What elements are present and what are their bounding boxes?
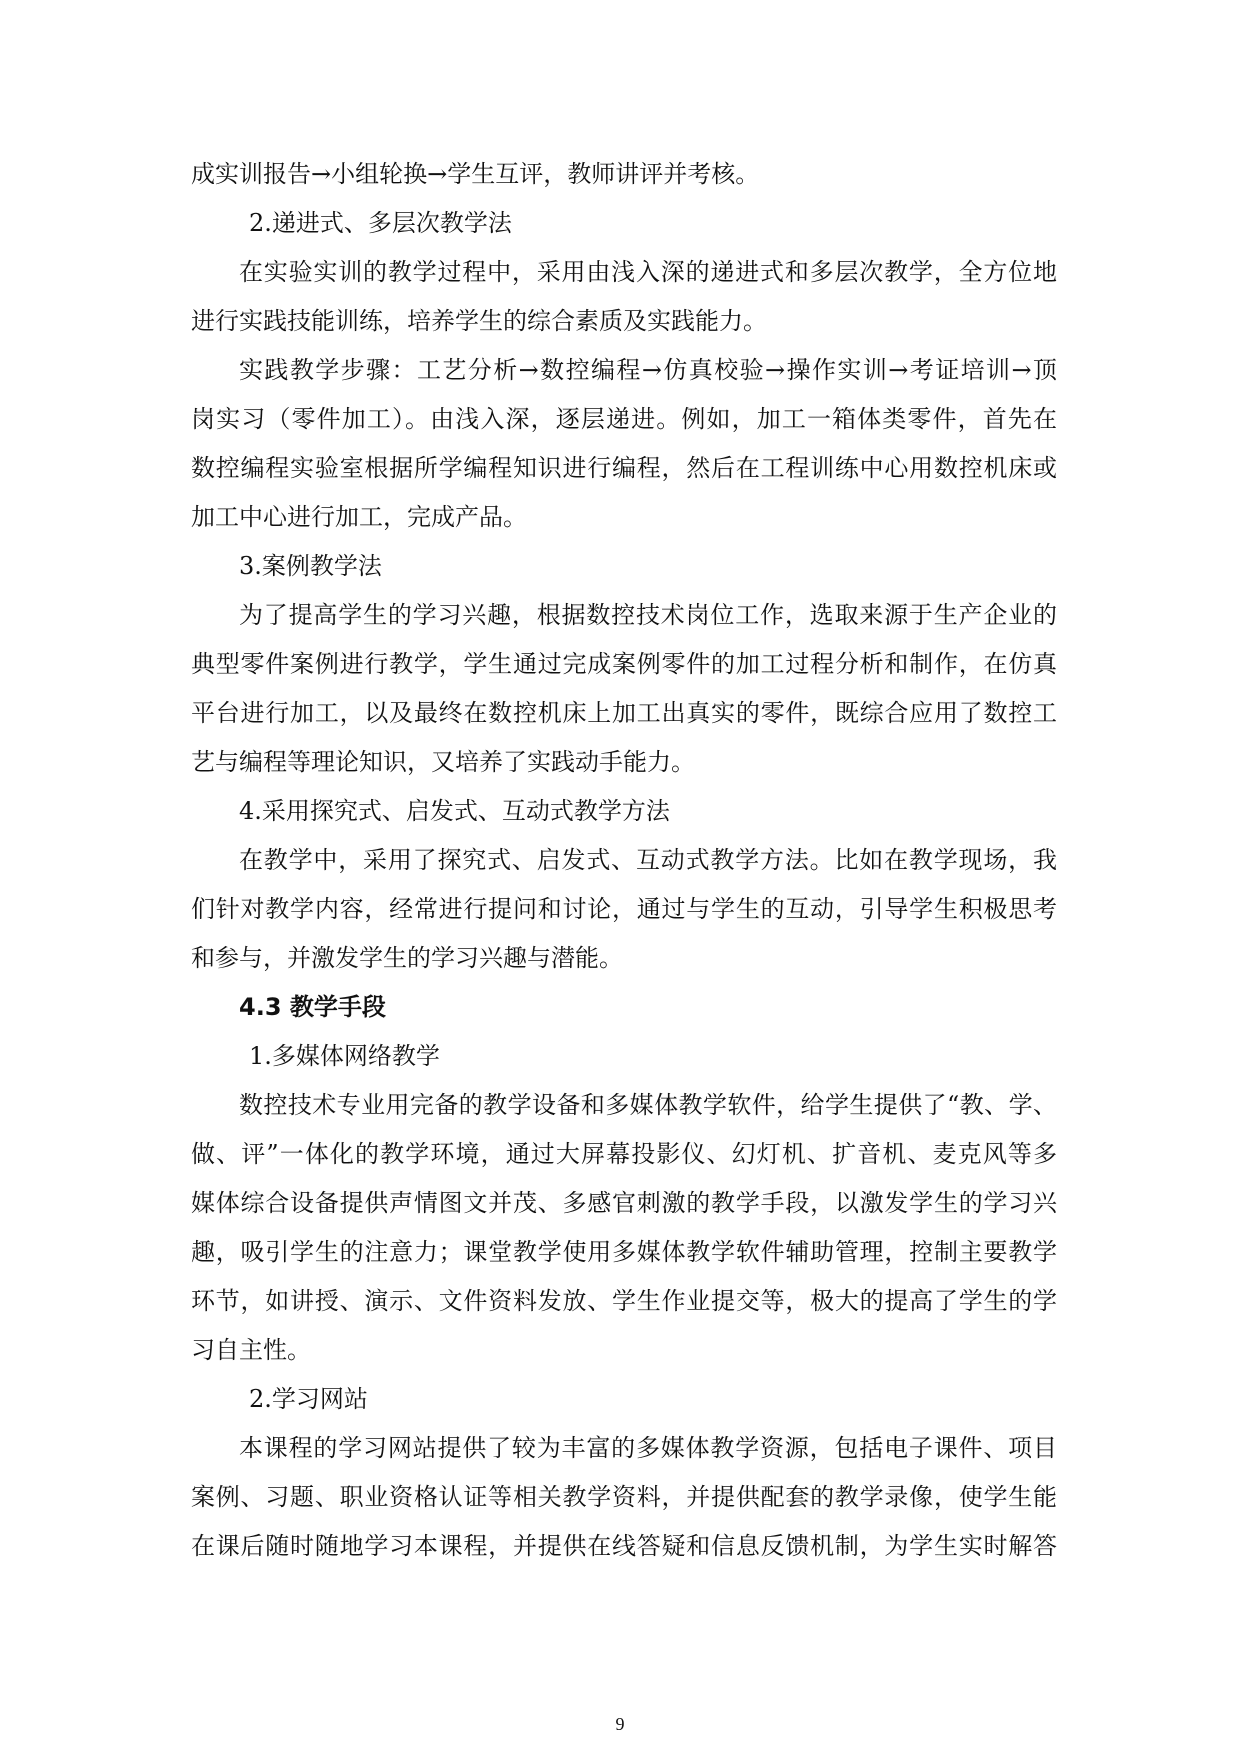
paragraph-line: 数控编程实验室根据所学编程知识进行编程，然后在工程训练中心用数控机床或 — [191, 454, 1057, 482]
paragraph-line: 习自主性。 — [191, 1336, 311, 1364]
paragraph-line: 们针对教学内容，经常进行提问和讨论，通过与学生的互动，引导学生积极思考 — [191, 895, 1057, 923]
paragraph-line: 案例、习题、职业资格认证等相关教学资料，并提供配套的教学录像，使学生能 — [191, 1483, 1057, 1511]
page-body — [191, 150, 1057, 1571]
paragraph-line: 在课后随时随地学习本课程，并提供在线答疑和信息反馈机制，为学生实时解答 — [191, 1532, 1057, 1560]
paragraph-line: 典型零件案例进行教学，学生通过完成案例零件的加工过程分析和制作，在仿真 — [191, 650, 1057, 678]
paragraph-line: 趣，吸引学生的注意力；课堂教学使用多媒体教学软件辅助管理，控制主要教学 — [191, 1238, 1057, 1266]
paragraph — [191, 346, 1057, 542]
paragraph — [191, 1081, 1057, 1375]
paragraph-line: 平台进行加工，以及最终在数控机床上加工出真实的零件，既综合应用了数控工 — [191, 699, 1057, 727]
paragraph-line: 本课程的学习网站提供了较为丰富的多媒体教学资源，包括电子课件、项目 — [239, 1434, 1057, 1462]
paragraph-line: 成实训报告→小组轮换→学生互评，教师讲评并考核。 — [191, 160, 760, 188]
subheading-multimedia: 1.多媒体网络教学 — [249, 1042, 440, 1070]
paragraph-line: 为了提高学生的学习兴趣，根据数控技术岗位工作，选取来源于生产企业的 — [239, 601, 1057, 629]
paragraph-line: 媒体综合设备提供声情图文并茂、多感官刺激的教学手段，以激发学生的学习兴 — [191, 1189, 1057, 1217]
subheading-learning-website: 2.学习网站 — [249, 1385, 368, 1413]
paragraph-line: 做、评”一体化的教学环境，通过大屏幕投影仪、幻灯机、扩音机、麦克风等多 — [191, 1140, 1057, 1168]
page-number: 9 — [615, 1714, 625, 1734]
paragraph-line: 艺与编程等理论知识，又培养了实践动手能力。 — [191, 748, 695, 776]
paragraph-line: 加工中心进行加工，完成产品。 — [191, 503, 527, 531]
paragraph — [191, 836, 1057, 983]
section-heading: 4.3 教学手段 — [239, 993, 386, 1021]
paragraph-line: 岗实习（零件加工）。由浅入深，逐层递进。例如，加工一箱体类零件，首先在 — [191, 405, 1057, 433]
paragraph — [191, 1424, 1057, 1571]
paragraph-line: 环节，如讲授、演示、文件资料发放、学生作业提交等，极大的提高了学生的学 — [191, 1287, 1057, 1315]
paragraph-line: 和参与，并激发学生的学习兴趣与潜能。 — [191, 944, 623, 972]
subheading-progressive-method: 2.递进式、多层次教学法 — [249, 209, 512, 237]
paragraph-line: 在教学中，采用了探究式、启发式、互动式教学方法。比如在教学现场，我 — [239, 846, 1057, 874]
paragraph-line: 实践教学步骤：工艺分析→数控编程→仿真校验→操作实训→考证培训→顶 — [239, 356, 1057, 384]
paragraph-line: 在实验实训的教学过程中，采用由浅入深的递进式和多层次教学，全方位地 — [239, 258, 1057, 286]
subheading-case-method: 3.案例教学法 — [239, 552, 382, 580]
paragraph-line: 进行实践技能训练，培养学生的综合素质及实践能力。 — [191, 307, 767, 335]
paragraph — [191, 591, 1057, 787]
paragraph — [191, 248, 1057, 346]
subheading-inquiry-method: 4.采用探究式、启发式、互动式教学方法 — [239, 797, 670, 825]
paragraph — [191, 150, 1057, 199]
paragraph-line: 数控技术专业用完备的教学设备和多媒体教学软件，给学生提供了“教、学、 — [239, 1091, 1057, 1119]
